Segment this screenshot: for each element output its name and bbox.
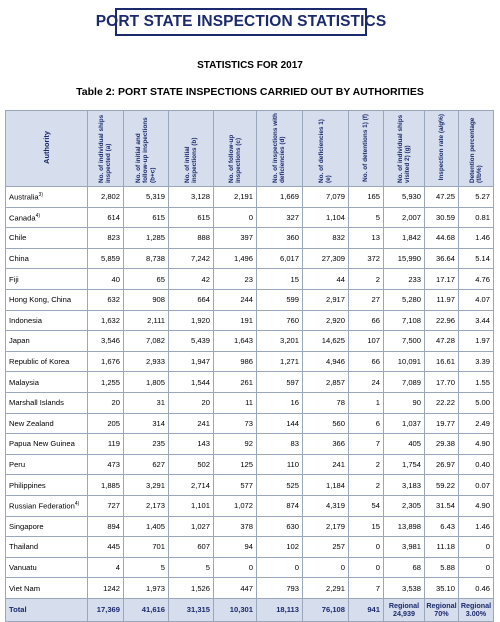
- table-row: [6, 207, 494, 228]
- authority-name: New Zealand: [9, 418, 54, 428]
- value-cell: 73: [214, 413, 257, 434]
- value-cell: 241: [169, 413, 214, 434]
- statistics-year-subtitle: STATISTICS FOR 2017: [197, 60, 303, 71]
- value-cell: 8,738: [124, 248, 169, 269]
- authority-name: Republic of Korea: [9, 357, 70, 367]
- value-cell: 2: [349, 475, 384, 496]
- authority-cell: [6, 495, 88, 516]
- footnote-marker: 4): [74, 500, 80, 507]
- value-cell: 0: [214, 557, 257, 578]
- authority-name: Hong Kong, China: [9, 295, 72, 305]
- inspections-table: [5, 110, 494, 622]
- authority-cell: [6, 248, 88, 269]
- value-cell: 2,191: [214, 187, 257, 208]
- value-cell: 2: [349, 269, 384, 290]
- value-cell: 2,857: [303, 372, 349, 393]
- value-cell: 447: [214, 578, 257, 599]
- value-cell: 6,017: [257, 248, 303, 269]
- authority-name: Russian Federation: [9, 501, 75, 511]
- value-cell: 27: [349, 289, 384, 310]
- value-cell: 1.46: [459, 516, 494, 537]
- value-cell: 10,091: [384, 351, 425, 372]
- value-cell: 615: [169, 207, 214, 228]
- value-cell: 4.76: [459, 269, 494, 290]
- value-cell: 4.90: [459, 434, 494, 455]
- value-cell: 2.49: [459, 413, 494, 434]
- value-cell: 26.97: [425, 454, 459, 475]
- value-cell: 2,305: [384, 495, 425, 516]
- authority-cell: [6, 578, 88, 599]
- value-cell: 525: [257, 475, 303, 496]
- column-header: No. of deficiencies 1) (e): [303, 111, 349, 187]
- value-cell: 7: [349, 434, 384, 455]
- authority-name: Malaysia: [9, 377, 39, 387]
- table-row: [6, 351, 494, 372]
- total-cell: 17,369: [88, 598, 124, 621]
- value-cell: 0: [214, 207, 257, 228]
- value-cell: 2,920: [303, 310, 349, 331]
- table-row: [6, 413, 494, 434]
- value-cell: 40: [88, 269, 124, 290]
- table-row: [6, 516, 494, 537]
- value-cell: 165: [349, 187, 384, 208]
- column-header: Authority: [6, 111, 88, 187]
- value-cell: 5,859: [88, 248, 124, 269]
- value-cell: 24: [349, 372, 384, 393]
- value-cell: 29.38: [425, 434, 459, 455]
- value-cell: 22.22: [425, 392, 459, 413]
- value-cell: 47.28: [425, 331, 459, 352]
- value-cell: 1,754: [384, 454, 425, 475]
- authority-cell: [6, 310, 88, 331]
- value-cell: 0: [303, 557, 349, 578]
- value-cell: 360: [257, 228, 303, 249]
- value-cell: 7,082: [124, 331, 169, 352]
- value-cell: 5.88: [425, 557, 459, 578]
- value-cell: 1,544: [169, 372, 214, 393]
- value-cell: 1,669: [257, 187, 303, 208]
- table-row: [6, 392, 494, 413]
- value-cell: 701: [124, 537, 169, 558]
- value-cell: 908: [124, 289, 169, 310]
- value-cell: 20: [169, 392, 214, 413]
- value-cell: 1,405: [124, 516, 169, 537]
- value-cell: 11.97: [425, 289, 459, 310]
- authority-cell: [6, 392, 88, 413]
- value-cell: 4,319: [303, 495, 349, 516]
- value-cell: 727: [88, 495, 124, 516]
- value-cell: 4.90: [459, 495, 494, 516]
- table-body: [6, 187, 494, 599]
- value-cell: 2: [349, 454, 384, 475]
- value-cell: 7: [349, 578, 384, 599]
- column-header: Inspection rate (a/g%): [425, 111, 459, 187]
- footnote-marker: 3): [38, 192, 43, 199]
- value-cell: 102: [257, 537, 303, 558]
- value-cell: 560: [303, 413, 349, 434]
- value-cell: 0: [349, 537, 384, 558]
- value-cell: 502: [169, 454, 214, 475]
- value-cell: 378: [214, 516, 257, 537]
- value-cell: 22.96: [425, 310, 459, 331]
- value-cell: 27,309: [303, 248, 349, 269]
- value-cell: 1,285: [124, 228, 169, 249]
- value-cell: 16.61: [425, 351, 459, 372]
- value-cell: 615: [124, 207, 169, 228]
- value-cell: 760: [257, 310, 303, 331]
- value-cell: 627: [124, 454, 169, 475]
- authority-name: Japan: [9, 336, 30, 346]
- authority-name: Philippines: [9, 480, 46, 490]
- value-cell: 5.27: [459, 187, 494, 208]
- value-cell: 66: [349, 310, 384, 331]
- value-cell: 0.81: [459, 207, 494, 228]
- value-cell: 15: [257, 269, 303, 290]
- value-cell: 1,037: [384, 413, 425, 434]
- value-cell: 3,128: [169, 187, 214, 208]
- value-cell: 78: [303, 392, 349, 413]
- authority-cell: [6, 289, 88, 310]
- value-cell: 7,089: [384, 372, 425, 393]
- column-header: No. of individual ships visited 2) (g): [384, 111, 425, 187]
- table-row: [6, 454, 494, 475]
- table-row: [6, 557, 494, 578]
- value-cell: 1,842: [384, 228, 425, 249]
- value-cell: 11.18: [425, 537, 459, 558]
- value-cell: 327: [257, 207, 303, 228]
- value-cell: 15: [349, 516, 384, 537]
- value-cell: 15,990: [384, 248, 425, 269]
- value-cell: 0: [349, 557, 384, 578]
- table-row: [6, 248, 494, 269]
- authority-name: Singapore: [9, 521, 44, 531]
- table-row: [6, 537, 494, 558]
- value-cell: 832: [303, 228, 349, 249]
- table-row: [6, 372, 494, 393]
- value-cell: 473: [88, 454, 124, 475]
- column-header: No. of inspections with deficiencies (d): [257, 111, 303, 187]
- value-cell: 0.46: [459, 578, 494, 599]
- column-header: No. of detentions 1) (f): [349, 111, 384, 187]
- table-row: [6, 495, 494, 516]
- authority-cell: [6, 537, 88, 558]
- value-cell: 119: [88, 434, 124, 455]
- value-cell: 191: [214, 310, 257, 331]
- value-cell: 1,072: [214, 495, 257, 516]
- authority-cell: [6, 187, 88, 208]
- value-cell: 1,643: [214, 331, 257, 352]
- authority-cell: [6, 351, 88, 372]
- value-cell: 90: [384, 392, 425, 413]
- value-cell: 44.68: [425, 228, 459, 249]
- value-cell: 44: [303, 269, 349, 290]
- value-cell: 13: [349, 228, 384, 249]
- value-cell: 17.17: [425, 269, 459, 290]
- value-cell: 92: [214, 434, 257, 455]
- authority-name: Papua New Guinea: [9, 439, 75, 449]
- value-cell: 83: [257, 434, 303, 455]
- value-cell: 1,271: [257, 351, 303, 372]
- value-cell: 405: [384, 434, 425, 455]
- value-cell: 986: [214, 351, 257, 372]
- value-cell: 2,007: [384, 207, 425, 228]
- value-cell: 599: [257, 289, 303, 310]
- table-header-row: [6, 111, 494, 187]
- authority-name: Australia: [9, 192, 39, 202]
- authority-cell: [6, 228, 88, 249]
- authority-cell: [6, 516, 88, 537]
- value-cell: 1,805: [124, 372, 169, 393]
- value-cell: 445: [88, 537, 124, 558]
- value-cell: 607: [169, 537, 214, 558]
- value-cell: 632: [88, 289, 124, 310]
- value-cell: 16: [257, 392, 303, 413]
- column-header: No. of individual ships inspected (a): [88, 111, 124, 187]
- value-cell: 1,526: [169, 578, 214, 599]
- value-cell: 2,291: [303, 578, 349, 599]
- value-cell: 0.07: [459, 475, 494, 496]
- value-cell: 17.70: [425, 372, 459, 393]
- table-row: [6, 289, 494, 310]
- value-cell: 5.14: [459, 248, 494, 269]
- value-cell: 7,108: [384, 310, 425, 331]
- authority-name: Marshall Islands: [9, 398, 64, 408]
- table-row: [6, 331, 494, 352]
- value-cell: 0: [257, 557, 303, 578]
- authority-name: Peru: [9, 460, 26, 470]
- value-cell: 577: [214, 475, 257, 496]
- value-cell: 5: [124, 557, 169, 578]
- total-cell: Regional 3.00%: [459, 598, 494, 621]
- column-header: No. of initial and follow-up inspections (b+c): [124, 111, 169, 187]
- table-row: [6, 187, 494, 208]
- value-cell: 3.39: [459, 351, 494, 372]
- value-cell: 823: [88, 228, 124, 249]
- value-cell: 888: [169, 228, 214, 249]
- authority-cell: [6, 331, 88, 352]
- value-cell: 1,101: [169, 495, 214, 516]
- authority-cell: [6, 207, 88, 228]
- value-cell: 5,319: [124, 187, 169, 208]
- value-cell: 6: [349, 413, 384, 434]
- total-cell: Regional 70%: [425, 598, 459, 621]
- authority-cell: [6, 269, 88, 290]
- footnote-marker: 4): [35, 212, 41, 219]
- value-cell: 35.10: [425, 578, 459, 599]
- authority-name: Fiji: [9, 274, 19, 284]
- authority-cell: [6, 372, 88, 393]
- value-cell: 66: [349, 351, 384, 372]
- total-cell: 41,616: [124, 598, 169, 621]
- table-row: [6, 475, 494, 496]
- value-cell: 3.44: [459, 310, 494, 331]
- value-cell: 3,981: [384, 537, 425, 558]
- value-cell: 2,802: [88, 187, 124, 208]
- table-row: [6, 578, 494, 599]
- value-cell: 261: [214, 372, 257, 393]
- value-cell: 2,111: [124, 310, 169, 331]
- value-cell: 1,255: [88, 372, 124, 393]
- value-cell: 3,538: [384, 578, 425, 599]
- value-cell: 4,946: [303, 351, 349, 372]
- value-cell: 13,898: [384, 516, 425, 537]
- value-cell: 36.64: [425, 248, 459, 269]
- value-cell: 3,291: [124, 475, 169, 496]
- table-row: [6, 310, 494, 331]
- value-cell: 54: [349, 495, 384, 516]
- value-cell: 30.59: [425, 207, 459, 228]
- value-cell: 2,714: [169, 475, 214, 496]
- value-cell: 1,920: [169, 310, 214, 331]
- authority-name: Chile: [9, 233, 27, 243]
- column-header: Detention percentage (f/b%): [459, 111, 494, 187]
- authority-name: China: [9, 254, 29, 264]
- value-cell: 372: [349, 248, 384, 269]
- value-cell: 144: [257, 413, 303, 434]
- authority-cell: [6, 434, 88, 455]
- value-cell: 235: [124, 434, 169, 455]
- value-cell: 3,201: [257, 331, 303, 352]
- authority-name: Canada: [9, 213, 36, 223]
- value-cell: 5: [169, 557, 214, 578]
- value-cell: 1,027: [169, 516, 214, 537]
- value-cell: 1,184: [303, 475, 349, 496]
- value-cell: 664: [169, 289, 214, 310]
- authority-cell: [6, 413, 88, 434]
- page-title: PORT STATE INSPECTION STATISTICS: [115, 8, 367, 36]
- value-cell: 1,885: [88, 475, 124, 496]
- value-cell: 7,079: [303, 187, 349, 208]
- value-cell: 2,179: [303, 516, 349, 537]
- total-cell: 18,113: [257, 598, 303, 621]
- value-cell: 257: [303, 537, 349, 558]
- column-header: No. of follow-up inspections (c): [214, 111, 257, 187]
- value-cell: 94: [214, 537, 257, 558]
- value-cell: 1.97: [459, 331, 494, 352]
- value-cell: 874: [257, 495, 303, 516]
- value-cell: 1242: [88, 578, 124, 599]
- value-cell: 1,676: [88, 351, 124, 372]
- value-cell: 0: [459, 537, 494, 558]
- value-cell: 894: [88, 516, 124, 537]
- value-cell: 110: [257, 454, 303, 475]
- value-cell: 14,625: [303, 331, 349, 352]
- value-cell: 31: [124, 392, 169, 413]
- column-header: No. of initial inspections (b): [169, 111, 214, 187]
- value-cell: 143: [169, 434, 214, 455]
- value-cell: 630: [257, 516, 303, 537]
- value-cell: 7,242: [169, 248, 214, 269]
- value-cell: 2,917: [303, 289, 349, 310]
- total-cell: 76,108: [303, 598, 349, 621]
- value-cell: 244: [214, 289, 257, 310]
- authority-name: Vanuatu: [9, 562, 37, 572]
- value-cell: 1,104: [303, 207, 349, 228]
- value-cell: 366: [303, 434, 349, 455]
- value-cell: 65: [124, 269, 169, 290]
- value-cell: 5.00: [459, 392, 494, 413]
- value-cell: 233: [384, 269, 425, 290]
- value-cell: 125: [214, 454, 257, 475]
- value-cell: 241: [303, 454, 349, 475]
- value-cell: 1,947: [169, 351, 214, 372]
- table-row: [6, 269, 494, 290]
- value-cell: 793: [257, 578, 303, 599]
- total-row: [6, 598, 494, 621]
- total-cell: Regional 24,939: [384, 598, 425, 621]
- value-cell: 23: [214, 269, 257, 290]
- table-title: Table 2: PORT STATE INSPECTIONS CARRIED OUT BY AUTHORITIES: [76, 86, 424, 98]
- authority-name: Thailand: [9, 542, 39, 552]
- value-cell: 4.07: [459, 289, 494, 310]
- total-label: Total: [6, 598, 88, 621]
- value-cell: 1,496: [214, 248, 257, 269]
- value-cell: 5,930: [384, 187, 425, 208]
- total-cell: 941: [349, 598, 384, 621]
- value-cell: 4: [88, 557, 124, 578]
- value-cell: 47.25: [425, 187, 459, 208]
- value-cell: 397: [214, 228, 257, 249]
- value-cell: 1,632: [88, 310, 124, 331]
- value-cell: 59.22: [425, 475, 459, 496]
- value-cell: 5: [349, 207, 384, 228]
- authority-name: Viet Nam: [9, 583, 41, 593]
- value-cell: 1: [349, 392, 384, 413]
- value-cell: 5,439: [169, 331, 214, 352]
- value-cell: 7,500: [384, 331, 425, 352]
- value-cell: 1.55: [459, 372, 494, 393]
- authority-cell: [6, 475, 88, 496]
- value-cell: 1,973: [124, 578, 169, 599]
- value-cell: 0: [459, 557, 494, 578]
- value-cell: 3,183: [384, 475, 425, 496]
- value-cell: 1.46: [459, 228, 494, 249]
- authority-name: Indonesia: [9, 315, 42, 325]
- value-cell: 5,280: [384, 289, 425, 310]
- authority-cell: [6, 454, 88, 475]
- value-cell: 42: [169, 269, 214, 290]
- table-row: [6, 434, 494, 455]
- value-cell: 107: [349, 331, 384, 352]
- value-cell: 6.43: [425, 516, 459, 537]
- value-cell: 11: [214, 392, 257, 413]
- authority-cell: [6, 557, 88, 578]
- value-cell: 597: [257, 372, 303, 393]
- value-cell: 31.54: [425, 495, 459, 516]
- value-cell: 314: [124, 413, 169, 434]
- value-cell: 0.40: [459, 454, 494, 475]
- total-cell: 10,301: [214, 598, 257, 621]
- value-cell: 2,173: [124, 495, 169, 516]
- value-cell: 3,546: [88, 331, 124, 352]
- table-row: [6, 228, 494, 249]
- value-cell: 68: [384, 557, 425, 578]
- value-cell: 19.77: [425, 413, 459, 434]
- value-cell: 2,933: [124, 351, 169, 372]
- total-cell: 31,315: [169, 598, 214, 621]
- value-cell: 205: [88, 413, 124, 434]
- value-cell: 20: [88, 392, 124, 413]
- value-cell: 614: [88, 207, 124, 228]
